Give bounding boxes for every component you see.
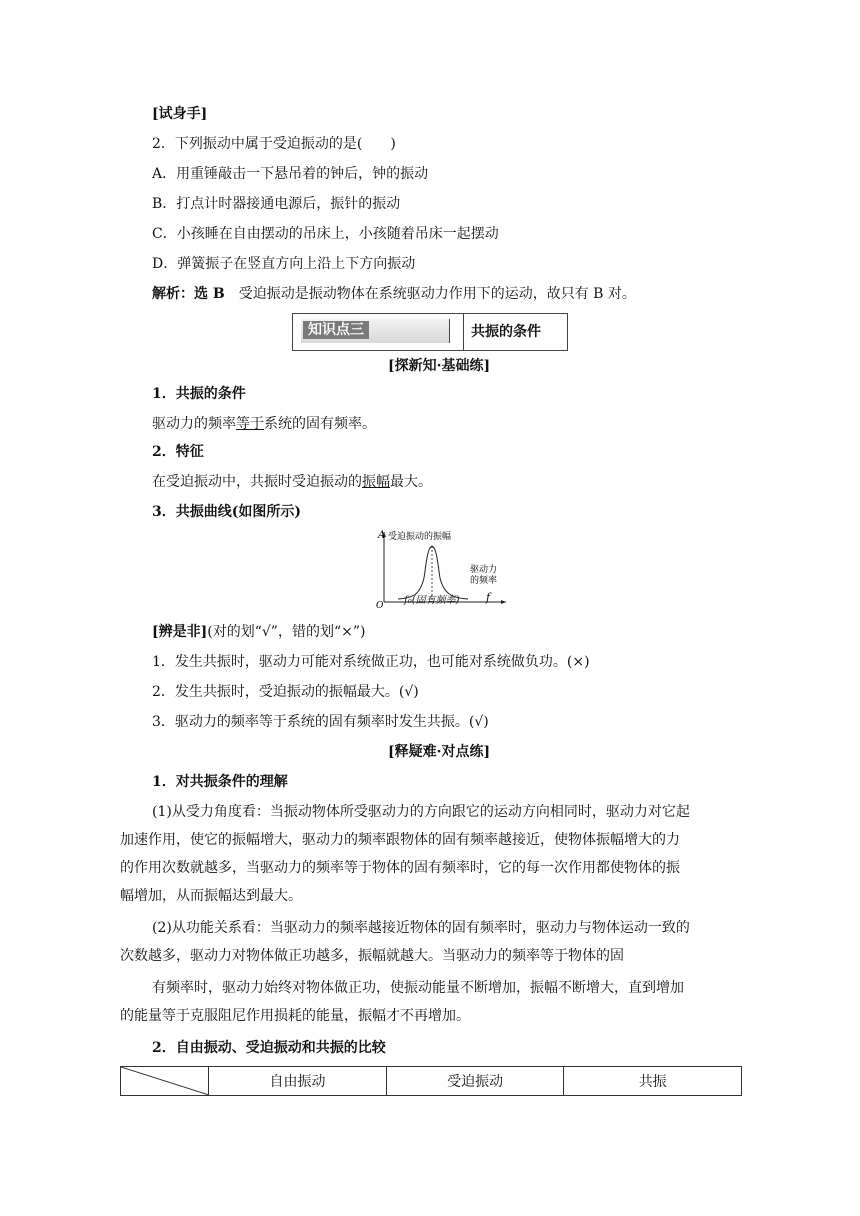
para1-line4: 幅增加，从而振幅达到最大。	[120, 888, 302, 904]
origin-label: O	[376, 601, 384, 610]
item2-underlined: 振幅	[362, 474, 390, 490]
table-header-forced: 受迫振动	[386, 1067, 564, 1096]
peak-label: f₀(固有频率)	[404, 595, 460, 606]
analysis	[152, 284, 636, 304]
knowledge-tag-label: 知识点三	[303, 321, 369, 339]
para2-line3: 有频率时，驱动力始终对物体做正功，使振动能量不断增加，振幅不断增大，直到增加	[152, 980, 684, 996]
x-axis-arrow	[501, 600, 506, 604]
y-axis-label: 受迫振动的振幅	[388, 532, 452, 542]
item2-pre: 在受迫振动中，共振时受迫振动的	[152, 474, 362, 490]
para2-line2: 次数越多，驱动力对物体做正功越多，振幅就越大。当驱动力的频率等于物体的固	[120, 948, 624, 964]
analysis-label: 解析：选 B	[152, 286, 239, 302]
section-heading-try: [试身手]	[152, 106, 208, 122]
item2-title: 2．特征	[152, 444, 204, 460]
para2-line1: (2)从功能关系看：当驱动力的频率越接近物体的固有频率时，驱动力与物体运动一致的	[152, 920, 690, 936]
option-d: D．弹簧振子在竖直方向上沿上下方向振动	[152, 256, 416, 272]
table-header-resonance: 共振	[564, 1067, 742, 1096]
para1-line2: 加速作用，使它的振幅增大，驱动力的频率跟物体的固有频率越接近，使物体振幅增大的力	[120, 832, 680, 848]
knowledge-tag	[301, 319, 450, 343]
table-header-row	[121, 1067, 742, 1096]
question-2: 2．下列振动中属于受迫振动的是( )	[152, 136, 396, 152]
x-axis-symbol: f	[486, 591, 491, 604]
item1-text	[152, 414, 376, 434]
item1-underlined: 等于	[236, 416, 264, 432]
knowledge-point-box	[292, 313, 568, 351]
knowledge-divider	[463, 314, 464, 350]
diagonal-line	[121, 1067, 209, 1095]
table-header-free: 自由振动	[209, 1067, 387, 1096]
item3-title: 3．共振曲线(如图所示)	[152, 504, 301, 520]
judge-heading-rest: (对的划“√”，错的划“×”)	[207, 624, 366, 640]
understand-title: 1．对共振条件的理解	[152, 774, 288, 790]
item1-pre: 驱动力的频率	[152, 416, 236, 432]
item1-post: 系统的固有频率。	[264, 416, 376, 432]
item2-text	[152, 472, 432, 492]
judge-heading-bold: [辨是非]	[152, 624, 208, 640]
explore-heading: [探新知·基础练]	[388, 358, 491, 374]
table-corner-cell	[121, 1067, 209, 1096]
item1-title: 1．共振的条件	[152, 386, 246, 402]
explain-heading: [释疑难·对点练]	[388, 744, 491, 760]
analysis-text: 受迫振动是振动物体在系统驱动力作用下的运动，故只有 B 对。	[238, 286, 636, 302]
para1-line3: 的作用次数就越多，当驱动力的频率等于物体的固有频率时，它的每一次作用都使物体的振	[120, 860, 680, 876]
option-c: C．小孩睡在自由摆动的吊床上，小孩随着吊床一起摆动	[152, 226, 499, 242]
para2-line4: 的能量等于克服阻尼作用损耗的能量，振幅才不再增加。	[120, 1008, 470, 1024]
judge-1: 1．发生共振时，驱动力可能对系统做正功，也可能对系统做负功。(×)	[152, 654, 590, 670]
item2-post: 最大。	[390, 474, 432, 490]
comparison-table	[120, 1066, 742, 1096]
option-a: A．用重锤敲击一下悬吊着的钟后，钟的振动	[152, 166, 429, 182]
knowledge-title: 共振的条件	[471, 324, 541, 340]
para1-line1: (1)从受力角度看：当振动物体所受驱动力的方向跟它的运动方向相同时，驱动力对它起	[152, 804, 690, 820]
judge-3: 3．驱动力的频率等于系统的固有频率时发生共振。(√)	[152, 714, 489, 730]
y-axis-symbol: A	[378, 530, 386, 541]
curve-label-line2: 的频率	[470, 576, 498, 586]
compare-title: 2．自由振动、受迫振动和共振的比较	[152, 1040, 386, 1056]
judge-2: 2．发生共振时，受迫振动的振幅最大。(√)	[152, 684, 419, 700]
option-b: B．打点计时器接通电源后，振针的振动	[152, 196, 401, 212]
curve-label-line1: 驱动力	[470, 565, 498, 575]
judge-heading	[152, 622, 365, 642]
